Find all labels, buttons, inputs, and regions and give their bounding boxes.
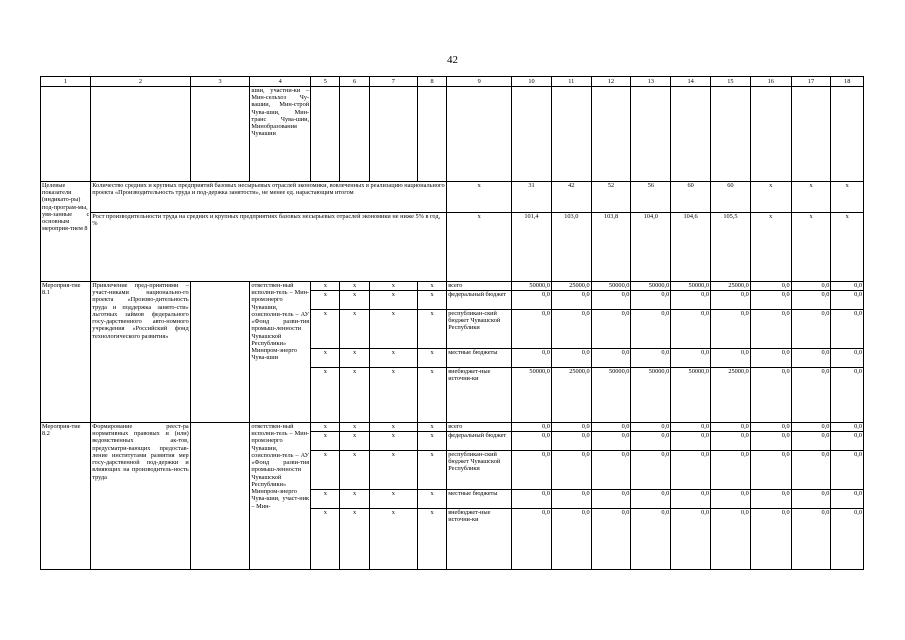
funding-value: 0,0 bbox=[791, 423, 831, 432]
funding-value: 0,0 bbox=[512, 451, 552, 490]
funding-value: 0,0 bbox=[512, 432, 552, 451]
target-indicator-row bbox=[41, 213, 864, 282]
column-header: 2 bbox=[91, 77, 190, 87]
funding-value: 50000,0 bbox=[591, 282, 631, 291]
funding-value: 0,0 bbox=[831, 349, 864, 368]
x-mark: х bbox=[369, 423, 417, 432]
activity-name: Привлечение пред-приятиями – участ-никами национально-го проекта «Произво-дительность труда и поддержка занято-сти» льготных займов федерального госу-дарственного авто-номного учреждения «Российский фонд технологического развития» bbox=[91, 282, 190, 423]
indicator-value: 104,0 bbox=[631, 213, 671, 282]
funding-value: 0,0 bbox=[512, 310, 552, 349]
funding-value: 0,0 bbox=[671, 310, 711, 349]
column-header: 15 bbox=[711, 77, 751, 87]
column-header: 18 bbox=[831, 77, 864, 87]
x-mark: х bbox=[750, 213, 791, 282]
x-mark: х bbox=[417, 490, 446, 509]
x-mark: х bbox=[831, 213, 864, 282]
funding-value: 50000,0 bbox=[512, 368, 552, 423]
funding-value: 0,0 bbox=[831, 490, 864, 509]
funding-value: 0,0 bbox=[512, 291, 552, 310]
funding-value: 0,0 bbox=[791, 490, 831, 509]
x-mark: х bbox=[791, 213, 831, 282]
x-mark: х bbox=[417, 282, 446, 291]
continuation-text: шии, участни-ки – Мин-сельхоз Чу-вашии, Мин-строй Чува-шии, Мин-транс Чува-шии, Минобразования Чувашии bbox=[250, 87, 311, 182]
funding-value: 0,0 bbox=[711, 291, 751, 310]
funding-value: 0,0 bbox=[750, 509, 791, 570]
column-header: 17 bbox=[791, 77, 831, 87]
funding-value: 0,0 bbox=[551, 451, 591, 490]
continuation-row bbox=[41, 87, 864, 182]
funding-value: 0,0 bbox=[671, 349, 711, 368]
funding-value: 0,0 bbox=[591, 490, 631, 509]
funding-value: 0,0 bbox=[551, 432, 591, 451]
funding-value: 0,0 bbox=[750, 282, 791, 291]
funding-value: 0,0 bbox=[831, 368, 864, 423]
x-mark: х bbox=[369, 509, 417, 570]
funding-value: 25000,0 bbox=[551, 282, 591, 291]
funding-value: 0,0 bbox=[750, 310, 791, 349]
funding-value: 0,0 bbox=[631, 490, 671, 509]
funding-value: 0,0 bbox=[631, 310, 671, 349]
funding-value: 0,0 bbox=[750, 368, 791, 423]
x-mark: х bbox=[417, 509, 446, 570]
indicator-value: 52 bbox=[591, 182, 631, 213]
column-header: 4 bbox=[250, 77, 311, 87]
funding-value: 50000,0 bbox=[671, 282, 711, 291]
x-mark: х bbox=[340, 423, 369, 432]
funding-source: всего bbox=[447, 282, 512, 291]
funding-value: 0,0 bbox=[631, 291, 671, 310]
funding-value: 0,0 bbox=[591, 509, 631, 570]
funding-value: 0,0 bbox=[671, 490, 711, 509]
funding-source: федеральный бюджет bbox=[447, 291, 512, 310]
column-header: 12 bbox=[591, 77, 631, 87]
funding-value: 0,0 bbox=[831, 423, 864, 432]
funding-value: 50000,0 bbox=[631, 282, 671, 291]
funding-value: 50000,0 bbox=[631, 368, 671, 423]
funding-value: 0,0 bbox=[631, 423, 671, 432]
funding-value: 0,0 bbox=[711, 432, 751, 451]
targets-label: Целевые показатели (индикато-ры) под-програм-мы, увя-занные с основным мероприя-тием 8 bbox=[41, 182, 91, 282]
indicator-value: 103,8 bbox=[591, 213, 631, 282]
funding-source: внебюджет-ные источни-ки bbox=[447, 368, 512, 423]
x-mark: х bbox=[417, 368, 446, 423]
x-mark: х bbox=[340, 509, 369, 570]
header-row bbox=[41, 77, 864, 87]
x-mark: х bbox=[340, 490, 369, 509]
funding-value: 0,0 bbox=[591, 432, 631, 451]
funding-value: 0,0 bbox=[750, 423, 791, 432]
funding-value: 0,0 bbox=[831, 282, 864, 291]
x-mark: х bbox=[340, 291, 369, 310]
funding-value: 0,0 bbox=[711, 509, 751, 570]
x-mark: х bbox=[369, 310, 417, 349]
funding-value: 0,0 bbox=[750, 432, 791, 451]
column-header: 5 bbox=[311, 77, 340, 87]
funding-value: 0,0 bbox=[831, 432, 864, 451]
indicator-value: 31 bbox=[512, 182, 552, 213]
funding-value: 0,0 bbox=[551, 490, 591, 509]
funding-value: 0,0 bbox=[791, 509, 831, 570]
x-mark: х bbox=[340, 349, 369, 368]
funding-value: 0,0 bbox=[631, 509, 671, 570]
funding-value: 0,0 bbox=[671, 432, 711, 451]
m82-funding-row bbox=[41, 423, 864, 432]
indicator-value: 101,4 bbox=[512, 213, 552, 282]
funding-value: 0,0 bbox=[671, 509, 711, 570]
x-mark: х bbox=[369, 291, 417, 310]
activity-label: Мероприя-тие 8.1 bbox=[41, 282, 91, 423]
x-mark: х bbox=[417, 451, 446, 490]
m81-funding-row bbox=[41, 282, 864, 291]
column-header: 9 bbox=[447, 77, 512, 87]
funding-value: 0,0 bbox=[791, 451, 831, 490]
funding-value: 0,0 bbox=[512, 423, 552, 432]
x-mark: х bbox=[369, 349, 417, 368]
column-header: 7 bbox=[369, 77, 417, 87]
x-mark: х bbox=[311, 451, 340, 490]
funding-value: 0,0 bbox=[831, 310, 864, 349]
funding-source: федеральный бюджет bbox=[447, 432, 512, 451]
column-header: 16 bbox=[750, 77, 791, 87]
funding-value: 0,0 bbox=[750, 349, 791, 368]
column-header: 3 bbox=[190, 77, 250, 87]
funding-value: 0,0 bbox=[551, 423, 591, 432]
funding-value: 0,0 bbox=[711, 423, 751, 432]
x-mark: х bbox=[311, 368, 340, 423]
indicator-value: 103,0 bbox=[551, 213, 591, 282]
funding-value: 0,0 bbox=[591, 451, 631, 490]
funding-value: 0,0 bbox=[750, 291, 791, 310]
x-mark: х bbox=[831, 182, 864, 213]
x-mark: х bbox=[369, 282, 417, 291]
x-mark: х bbox=[311, 490, 340, 509]
funding-value: 0,0 bbox=[711, 349, 751, 368]
funding-source: внебюджет-ные источни-ки bbox=[447, 509, 512, 570]
funding-value: 0,0 bbox=[551, 349, 591, 368]
funding-source: республикан-ский бюджет Чувашской Республики bbox=[447, 310, 512, 349]
target-indicator-row bbox=[41, 182, 864, 213]
responsible-executor: ответствен-ный исполни-тель – Мин-промэнерго Чувашии, соисполни-тель – АУ «Фонд разви-тия промыш-ленности Чувашской Республики» Минпром-энерго Чува-шии bbox=[250, 282, 311, 423]
column-header: 11 bbox=[551, 77, 591, 87]
funding-value: 0,0 bbox=[591, 291, 631, 310]
funding-value: 25000,0 bbox=[551, 368, 591, 423]
funding-source: местные бюджеты bbox=[447, 490, 512, 509]
funding-value: 0,0 bbox=[791, 368, 831, 423]
indicator-value: 60 bbox=[711, 182, 751, 213]
funding-value: 0,0 bbox=[512, 490, 552, 509]
funding-value: 0,0 bbox=[711, 490, 751, 509]
activity-label: Мероприя-тие 8.2 bbox=[41, 423, 91, 570]
column-header: 6 bbox=[340, 77, 369, 87]
funding-value: 0,0 bbox=[791, 432, 831, 451]
x-mark: х bbox=[340, 310, 369, 349]
x-mark: х bbox=[417, 349, 446, 368]
x-mark: х bbox=[417, 291, 446, 310]
x-mark: х bbox=[311, 349, 340, 368]
x-mark: х bbox=[311, 509, 340, 570]
x-mark: х bbox=[791, 182, 831, 213]
funding-value: 0,0 bbox=[631, 451, 671, 490]
x-mark: х bbox=[750, 182, 791, 213]
x-mark: х bbox=[311, 423, 340, 432]
funding-value: 0,0 bbox=[711, 310, 751, 349]
x-mark: х bbox=[311, 310, 340, 349]
funding-value: 0,0 bbox=[591, 349, 631, 368]
column-header: 1 bbox=[41, 77, 91, 87]
funding-value: 25000,0 bbox=[711, 282, 751, 291]
funding-source: местные бюджеты bbox=[447, 349, 512, 368]
funding-value: 0,0 bbox=[512, 509, 552, 570]
funding-value: 50000,0 bbox=[512, 282, 552, 291]
funding-source: всего bbox=[447, 423, 512, 432]
x-mark: х bbox=[369, 451, 417, 490]
indicator-value: 56 bbox=[631, 182, 671, 213]
funding-value: 0,0 bbox=[551, 310, 591, 349]
funding-value: 0,0 bbox=[591, 310, 631, 349]
column-header: 8 bbox=[417, 77, 446, 87]
indicator-value: 60 bbox=[671, 182, 711, 213]
indicator-value: 105,5 bbox=[711, 213, 751, 282]
x-mark: х bbox=[311, 282, 340, 291]
x-mark: х bbox=[369, 368, 417, 423]
x-mark: х bbox=[369, 432, 417, 451]
column-header: 14 bbox=[671, 77, 711, 87]
indicator-name: Количество средних и крупных предприятий базовых несырьевых отраслей экономики, вовлеченных в реализацию национального проекта «Производительность труда и под-держка занятости», не менее ед. нарастающим итогом bbox=[91, 182, 447, 213]
funding-source: республикан-ский бюджет Чувашской Республики bbox=[447, 451, 512, 490]
page-number: 42 bbox=[447, 54, 458, 66]
x-mark: х bbox=[340, 432, 369, 451]
funding-value: 0,0 bbox=[551, 291, 591, 310]
funding-value: 0,0 bbox=[791, 291, 831, 310]
funding-value: 0,0 bbox=[750, 451, 791, 490]
funding-value: 0,0 bbox=[512, 349, 552, 368]
x-mark: х bbox=[311, 291, 340, 310]
funding-value: 25000,0 bbox=[711, 368, 751, 423]
funding-value: 0,0 bbox=[791, 282, 831, 291]
indicator-value: 42 bbox=[551, 182, 591, 213]
x-mark: х bbox=[340, 282, 369, 291]
x-mark: х bbox=[417, 423, 446, 432]
funding-value: 0,0 bbox=[631, 432, 671, 451]
x-mark: х bbox=[447, 213, 512, 282]
activity-name: Формирование реест-ра нормативных правовых и (или) ведомственных ак-тов, предусматри-вающих предостав-ление институтами развития мер госу-дарственной под-держки и влияющих на производитель-ность труда bbox=[91, 423, 190, 570]
funding-value: 0,0 bbox=[791, 349, 831, 368]
x-mark: х bbox=[447, 182, 512, 213]
x-mark: х bbox=[340, 451, 369, 490]
x-mark: х bbox=[340, 368, 369, 423]
indicator-value: 104,6 bbox=[671, 213, 711, 282]
funding-value: 0,0 bbox=[671, 451, 711, 490]
funding-value: 0,0 bbox=[671, 291, 711, 310]
funding-value: 0,0 bbox=[750, 490, 791, 509]
funding-value: 0,0 bbox=[831, 451, 864, 490]
funding-value: 0,0 bbox=[831, 291, 864, 310]
x-mark: х bbox=[369, 490, 417, 509]
funding-value: 0,0 bbox=[591, 423, 631, 432]
x-mark: х bbox=[417, 310, 446, 349]
responsible-executor: ответствен-ный исполни-тель – Мин-промэнерго Чувашии, соисполни-тель – АУ «Фонд разви-тия промыш-ленности Чувашской Республики» Минпром-энерго Чува-шии, участ-ник – Мин- bbox=[250, 423, 311, 570]
x-mark: х bbox=[311, 432, 340, 451]
funding-value: 0,0 bbox=[631, 349, 671, 368]
x-mark: х bbox=[417, 432, 446, 451]
funding-value: 0,0 bbox=[551, 509, 591, 570]
indicator-name: Рост производительности труда на средних и крупных предприятиях базовых несырьевых отраслей экономики не ниже 5% в год, % bbox=[91, 213, 447, 282]
funding-value: 50000,0 bbox=[671, 368, 711, 423]
funding-value: 0,0 bbox=[791, 310, 831, 349]
column-header: 13 bbox=[631, 77, 671, 87]
funding-value: 0,0 bbox=[711, 451, 751, 490]
program-table bbox=[40, 76, 864, 570]
funding-value: 0,0 bbox=[831, 509, 864, 570]
funding-value: 0,0 bbox=[671, 423, 711, 432]
funding-value: 50000,0 bbox=[591, 368, 631, 423]
column-header: 10 bbox=[512, 77, 552, 87]
